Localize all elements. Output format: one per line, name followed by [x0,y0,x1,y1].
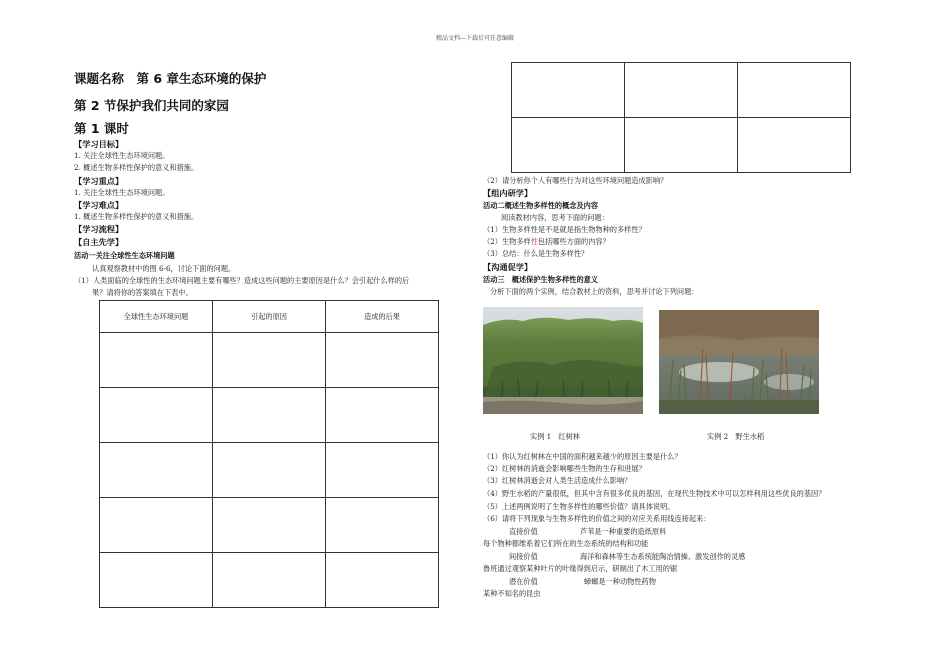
phenomenon-item: 某种不知名的昆虫 [483,589,541,598]
group-study-heading: 【组内研学】 [483,188,533,198]
table-cell[interactable] [326,443,439,498]
table-cell[interactable] [213,388,326,443]
table-cell[interactable] [326,388,439,443]
activity3-question: （3）红树林消逝会对人类生活造成什么影响？ [483,476,632,485]
table-cell[interactable] [100,388,213,443]
goal-item: 2. 概述生物多样性保护的意义和措施。 [74,163,199,172]
value-type-indirect: 间接价值 [509,552,538,561]
table-header-consequence: 造成的后果 [326,301,439,333]
table-cell[interactable] [625,118,738,173]
activity2-question: （2）生物多样性包括哪些方面的内容？ [483,237,610,246]
activity3-question: （5）上述两例说明了生物多样性的哪些价值？请具体说明。 [483,502,675,511]
table-cell[interactable] [213,553,326,608]
value-type-potential: 潜在价值 [509,577,538,586]
difficulty-heading: 【学习难点】 [74,200,124,210]
table-cell[interactable] [512,118,625,173]
activity1-question-cont: 果？请将你的答案填在下表中。 [92,288,193,297]
table-header-cause: 引起的原因 [213,301,326,333]
question-personal-behavior: （2）请分析你个人有哪些行为对这些环境问题造成影响？ [483,176,668,185]
process-heading: 【学习流程】 [74,224,124,234]
activity3-question: （1）你认为红树林在中国的面积越来越少的原因主要是什么？ [483,452,682,461]
wild-rice-photo [659,310,819,414]
environment-problems-table [99,300,439,608]
self-study-heading: 【自主先学】 [74,237,124,247]
activity2-question: （1）生物多样性是不是就是指生物物种的多样性？ [483,225,646,234]
phenomenon-item: 海洋和森林等生态系统能陶冶情操、激发创作的灵感 [580,552,746,561]
caption-wild-rice: 实例 2 野生水稻 [707,432,765,441]
activity3-question: （2）红树林的消逝会影响哪些生物的生存和进展？ [483,464,646,473]
goal-item: 1. 关注全球性生态环境问题。 [74,151,170,160]
activity2-question: （3）总结：什么是生物多样性？ [483,249,589,258]
caption-mangrove: 实例 1 红树林 [530,432,580,441]
table-cell[interactable] [326,498,439,553]
phenomenon-item: 芦苇是一种重要的造纸原料 [580,527,667,536]
phenomenon-item: 鲁班通过观察某种叶片的叶缘得到启示，研制出了木工用的锯 [483,564,678,573]
activity2-intro: 阅读教材内容，思考下面的问题： [501,213,609,222]
activity3-intro: 分析下面的两个实例，结合教材上的资料，思考并讨论下列问题： [490,287,699,296]
table-cell[interactable] [625,63,738,118]
activity1-title: 活动一关注全球性生态环境问题 [74,251,175,260]
communication-heading: 【沟通促学】 [483,262,533,272]
key-heading: 【学习重点】 [74,176,124,186]
activity3-title: 活动三 概述保护生物多样性的意义 [483,275,599,284]
mangrove-photo [483,307,643,414]
table-cell[interactable] [738,118,851,173]
table-cell[interactable] [213,498,326,553]
table-cell[interactable] [213,443,326,498]
table-cell[interactable] [100,553,213,608]
continued-table [511,62,851,173]
lesson-number: 第 1 课时 [74,121,129,136]
activity3-question: （4）野生水稻的产量很低，但其中含有很多优良的基因，在现代生物技术中可以怎样利用这些优良的基因？ [483,489,826,498]
difficulty-item: 1. 概述生物多样性保护的意义和措施。 [74,212,199,221]
section-title: 第 2 节保护我们共同的家园 [74,98,229,113]
value-type-direct: 直接价值 [509,527,538,536]
table-cell[interactable] [738,63,851,118]
activity1-instruction: 认真观察教材中的图 6-6，讨论下面的问题。 [92,264,236,273]
goals-heading: 【学习目标】 [74,139,124,149]
lesson-title: 课题名称 第 6 章生态环境的保护 [74,71,267,86]
table-cell[interactable] [213,333,326,388]
table-cell[interactable] [512,63,625,118]
activity2-title: 活动二概述生物多样性的概念及内容 [483,201,599,210]
activity1-question: （1）人类面临的全球性的生态环境问题主要有哪些？造成这些问题的主要原因是什么？会引起什么样的后 [74,276,410,285]
phenomenon-item: 每个物种都维系着它们所在的生态系统的结构和功能 [483,539,649,548]
table-cell[interactable] [100,443,213,498]
table-cell[interactable] [100,333,213,388]
table-header-problem: 全球性生态环境问题 [100,301,213,333]
table-cell[interactable] [326,333,439,388]
key-item: 1. 关注全球性生态环境问题。 [74,188,170,197]
table-cell[interactable] [326,553,439,608]
activity3-question: （6）请将下列现象与生物多样性的价值之间的对应关系用线连接起来： [483,514,711,523]
table-cell[interactable] [100,498,213,553]
page-header: 精品文档---下载后可任意编辑 [435,35,515,42]
phenomenon-item: 蟑螂是一种动物性药物 [584,577,656,586]
